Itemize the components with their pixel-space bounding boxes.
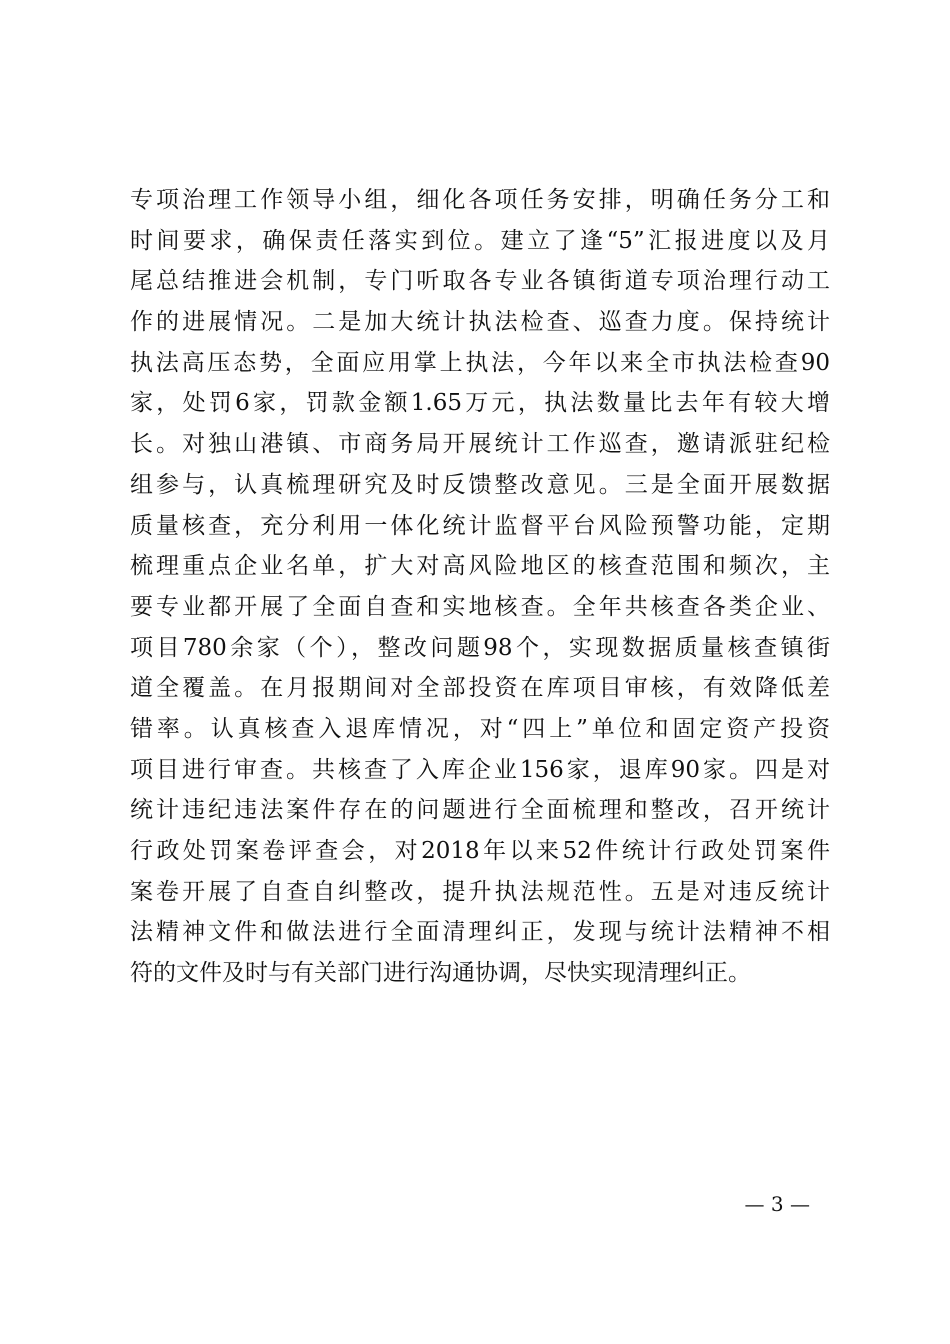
text-line-18: 案卷开展了自查自纠整改，提升执法规范性。五是对违反统计 — [130, 878, 830, 905]
text-line-10: 梳理重点企业名单，扩大对高风险地区的核查范围和频次，主 — [130, 553, 830, 580]
text-line-14: 错率。认真核查入退库情况，对“四上”单位和固定资产投资 — [130, 715, 830, 742]
text-line-13: 道全覆盖。在月报期间对全部投资在库项目审核，有效降低差 — [130, 675, 830, 702]
body-paragraph — [130, 180, 830, 994]
text-line-5: 执法高压态势，全面应用掌上执法，今年以来全市执法检查90 — [130, 349, 830, 376]
text-line-17: 行政处罚案卷评查会，对2018年以来52件统计行政处罚案件 — [130, 838, 830, 864]
text-line-6: 家，处罚6家，罚款金额1.65万元，执法数量比去年有较大增 — [130, 390, 830, 417]
text-line-16: 统计违纪违法案件存在的问题进行全面梳理和整改，召开统计 — [130, 797, 830, 824]
text-line-8: 组参与，认真梳理研究及时反馈整改意见。三是全面开展数据 — [130, 471, 830, 498]
text-line-19: 法精神文件和做法进行全面清理纠正，发现与统计法精神不相 — [130, 919, 830, 946]
text-line-3: 尾总结推进会机制，专门听取各专业各镇街道专项治理行动工 — [130, 268, 830, 295]
text-line-2: 时间要求，确保责任落实到位。建立了逢“5”汇报进度以及月 — [130, 227, 830, 254]
text-line-12: 项目780余家（个），整改问题98个，实现数据质量核查镇街 — [130, 634, 830, 661]
text-line-4: 作的进展情况。二是加大统计执法检查、巡查力度。保持统计 — [130, 309, 830, 336]
text-line-15: 项目进行审查。共核查了入库企业156家，退库90家。四是对 — [130, 756, 830, 783]
text-line-9: 质量核查，充分利用一体化统计监督平台风险预警功能，定期 — [130, 512, 830, 539]
page-number: — 3 — — [744, 1192, 810, 1216]
text-line-1: 专项治理工作领导小组，细化各项任务安排，明确任务分工和 — [130, 187, 830, 213]
text-line-11: 要专业都开展了全面自查和实地核查。全年共核查各类企业、 — [130, 593, 830, 620]
text-line-20: 符的文件及时与有关部门进行沟通协调，尽快实现清理纠正。 — [130, 960, 751, 987]
text-line-7: 长。对独山港镇、市商务局开展统计工作巡查，邀请派驻纪检 — [130, 431, 830, 458]
